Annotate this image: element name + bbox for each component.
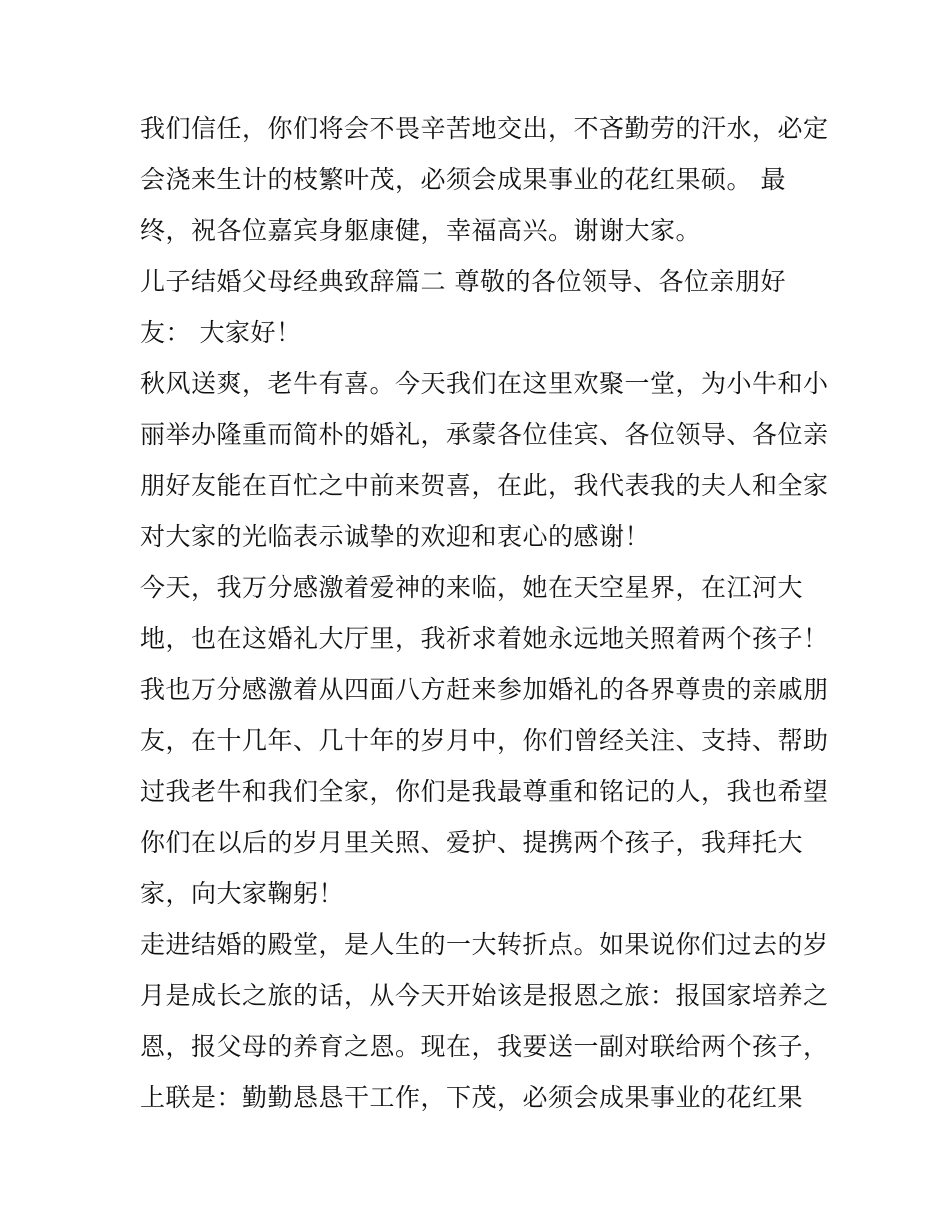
section-heading-line: 儿子结婚父母经典致辞篇二 尊敬的各位领导、各位亲朋好: [140, 267, 786, 296]
text-line: 恩，报父母的养育之恩。现在，我要送一副对联给两个孩子，: [140, 1032, 829, 1061]
text-line: 我也万分感激着从四面八方赶来参加婚礼的各界尊贵的亲戚朋: [140, 675, 829, 704]
text-line: 你们在以后的岁月里关照、爱护、提携两个孩子，我拜托大: [140, 828, 804, 857]
text-line: 丽举办隆重而简朴的婚礼，承蒙各位佳宾、各位领导、各位亲: [140, 420, 829, 449]
text-line: 我们信任，你们将会不畏辛苦地交出，不吝勤劳的汗水，必定: [140, 114, 829, 143]
text-line: 月是成长之旅的话，从今天开始该是报恩之旅：报国家培养之: [140, 981, 829, 1010]
text-line: 家，向大家鞠躬！: [140, 879, 345, 908]
text-line: 会浇来生计的枝繁叶茂，必须会成果事业的花红果硕。 最: [140, 165, 786, 194]
text-line: 友，在十几年、几十年的岁月中，你们曾经关注、支持、帮助: [140, 726, 829, 755]
text-line: 今天，我万分感激着爱神的来临，她在天空星界，在江河大: [140, 573, 804, 602]
text-line: 对大家的光临表示诚挚的欢迎和衷心的感谢！: [140, 522, 651, 551]
text-line: 过我老牛和我们全家，你们是我最尊重和铭记的人，我也希望: [140, 777, 829, 806]
text-line: 上联是：勤勤恳恳干工作，下茂，必须会成果事业的花红果: [140, 1083, 804, 1112]
text-line: 秋风送爽，老牛有喜。今天我们在这里欢聚一堂，为小牛和小: [140, 369, 829, 398]
text-line: 走进结婚的殿堂，是人生的一大转折点。如果说你们过去的岁: [140, 930, 829, 959]
text-line: 朋好友能在百忙之中前来贺喜，在此，我代表我的夫人和全家: [140, 471, 829, 500]
text-line: 地，也在这婚礼大厅里，我祈求着她永远地关照着两个孩子！: [140, 624, 829, 653]
text-line: 终，祝各位嘉宾身躯康健，幸福高兴。谢谢大家。: [140, 216, 702, 245]
text-line: 友： 大家好！: [140, 318, 302, 347]
